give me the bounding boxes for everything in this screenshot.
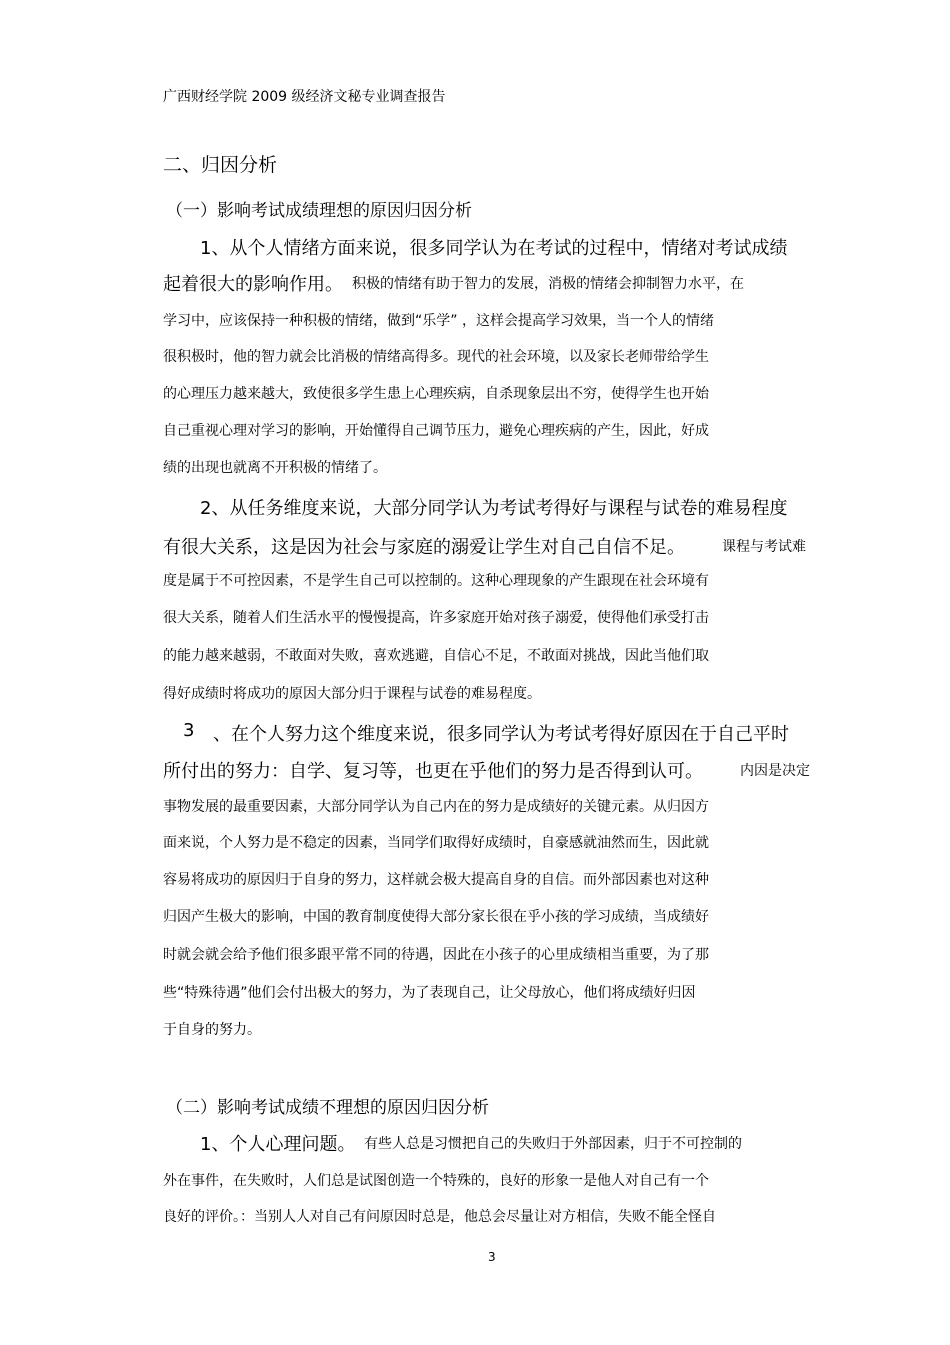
- paragraph-line: 所付出的努力：自学、复习等，也更在乎他们的努力是否得到认可。: [163, 761, 703, 782]
- subsection-title-1: （一）影响考试成绩理想的原因归因分析: [166, 201, 472, 221]
- page-header: 广西财经学院 2009 级经济文秘专业调查报告: [163, 89, 446, 105]
- paragraph-line: 得好成绩时将成功的原因大部分归于课程与试卷的难易程度。: [163, 686, 541, 702]
- paragraph-line: 自己重视心理对学习的影响，开始懂得自己调节压力，避免心理疾病的产生，因此，好成: [163, 423, 709, 439]
- paragraph-line: 、在个人努力这个维度来说，很多同学认为考试考得好原因在于自己平时: [213, 724, 789, 745]
- paragraph-line: 课程与考试难: [722, 539, 806, 555]
- paragraph-line: 的心理压力越来越大，致使很多学生患上心理疾病，自杀现象层出不穷，使得学生也开始: [163, 386, 709, 402]
- paragraph-line: 些“特殊待遇”他们会付出极大的努力，为了表现自己，让父母放心，他们将成绩好归因: [163, 985, 696, 1001]
- section-title: 二、归因分析: [163, 154, 278, 176]
- paragraph-line: 面来说，个人努力是不稳定的因素，当同学们取得好成绩时，自豪感就油然而生，因此就: [163, 835, 709, 851]
- paragraph-line: 良好的评价。：当别人人对自己有问原因时总是，他总会尽量让对方相信，失败不能全怪自: [163, 1209, 716, 1225]
- paragraph-line: 很积极时，他的智力就会比消极的情绪高得多。现代的社会环境，以及家长老师带给学生: [163, 349, 709, 365]
- paragraph-line: 3: [183, 720, 195, 741]
- paragraph-line: 2、从任务维度来说，大部分同学认为考试考得好与课程与试卷的难易程度: [200, 498, 788, 519]
- paragraph-line: 归因产生极大的影响，中国的教育制度使得大部分家长很在乎小孩的学习成绩，当成绩好: [163, 909, 709, 925]
- paragraph-line: 积极的情绪有助于智力的发展，消极的情绪会抑制智力水平，在: [352, 276, 744, 292]
- paragraph-line: 学习中，应该保持一种积极的情绪，做到“乐学” ，这样会提高学习效果，当一个人的情绪: [163, 313, 714, 329]
- paragraph-line: 有些人总是习惯把自己的失败归于外部因素，归于不可控制的: [364, 1136, 742, 1152]
- paragraph-line: 容易将成功的原因归于自身的努力，这样就会极大提高自身的自信。而外部因素也对这种: [163, 872, 709, 888]
- paragraph-line: 1、从个人情绪方面来说，很多同学认为在考试的过程中，情绪对考试成绩: [200, 238, 788, 259]
- paragraph-line: 绩的出现也就离不开积极的情绪了。: [163, 460, 387, 476]
- paragraph-line: 起着很大的影响作用。: [163, 274, 343, 295]
- paragraph-line: 时就会就会给予他们很多跟平常不同的待遇，因此在小孩子的心里成绩相当重要，为了那: [163, 947, 709, 963]
- page-number: 3: [488, 1250, 496, 1264]
- paragraph-line: 度是属于不可控因素，不是学生自己可以控制的。这种心理现象的产生跟现在社会环境有: [163, 573, 709, 589]
- subsection-title-2: （二）影响考试成绩不理想的原因归因分析: [166, 1098, 489, 1118]
- paragraph-line: 很大关系，随着人们生活水平的慢慢提高，许多家庭开始对孩子溺爱，使得他们承受打击: [163, 610, 709, 626]
- paragraph-line: 外在事件，在失败时，人们总是试图创造一个特殊的，良好的形象一是他人对自己有一个: [163, 1173, 709, 1189]
- paragraph-line: 1、个人心理问题。: [200, 1134, 356, 1155]
- paragraph-line: 有很大关系，这是因为社会与家庭的溺爱让学生对自己自信不足。: [163, 537, 685, 558]
- paragraph-line: 事物发展的最重要因素，大部分同学认为自己内在的努力是成绩好的关键元素。从归因方: [163, 799, 709, 815]
- paragraph-line: 内因是决定: [740, 763, 810, 779]
- paragraph-line: 于自身的努力。: [163, 1022, 261, 1038]
- paragraph-line: 的能力越来越弱，不敢面对失败，喜欢逃避，自信心不足，不敢面对挑战，因此当他们取: [163, 648, 709, 664]
